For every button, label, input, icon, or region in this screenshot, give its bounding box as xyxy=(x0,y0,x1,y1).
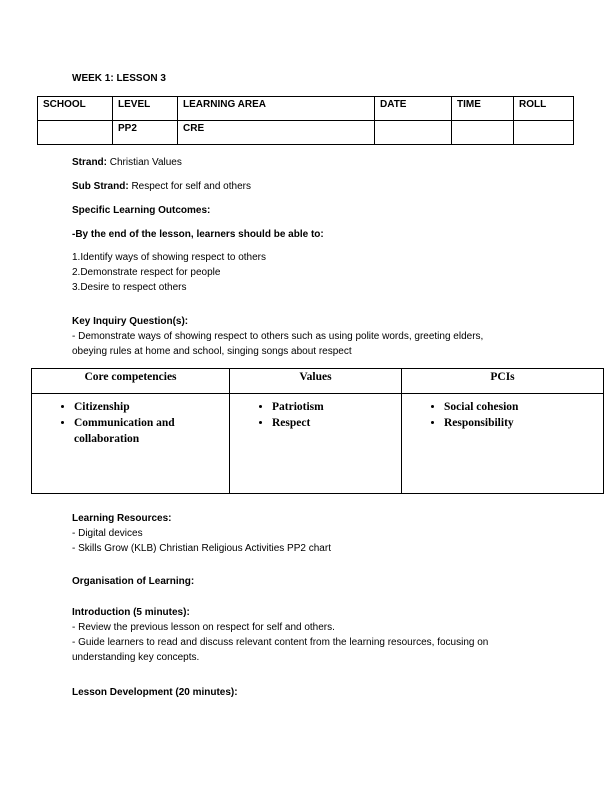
development-heading: Lesson Development (20 minutes): xyxy=(72,687,238,698)
pcis-cell xyxy=(402,394,604,494)
header-pcis: PCIs xyxy=(402,369,604,394)
introduction-text xyxy=(72,620,488,665)
cell-time xyxy=(452,121,514,145)
list-item: • Responsibility xyxy=(444,415,519,431)
header-level: LEVEL xyxy=(113,97,178,121)
outcome-item: 2.Demonstrate respect for people xyxy=(72,267,221,278)
header-time: TIME xyxy=(452,97,514,121)
introduction-line: understanding key concepts. xyxy=(72,652,200,663)
lesson-heading: WEEK 1: LESSON 3 xyxy=(72,73,166,84)
cell-school xyxy=(38,121,113,145)
header-values: Values xyxy=(230,369,402,394)
lesson-info-table xyxy=(37,96,574,145)
resource-item: - Digital devices xyxy=(72,528,143,539)
resources-list xyxy=(72,526,331,556)
core-competencies-cell xyxy=(32,394,230,494)
strand-line xyxy=(72,155,182,170)
introduction-line: - Review the previous lesson on respect for self and others. xyxy=(72,622,335,633)
cell-roll xyxy=(514,121,574,145)
competency-header-row xyxy=(32,369,604,394)
list-item: • Patriotism xyxy=(272,399,397,415)
list-item: • Respect xyxy=(272,415,397,431)
sub-strand-line xyxy=(72,179,251,194)
values-cell xyxy=(230,394,402,494)
header-core-competencies: Core competencies xyxy=(32,369,230,394)
header-roll: ROLL xyxy=(514,97,574,121)
resources-heading: Learning Resources: xyxy=(72,513,172,524)
cell-learning-area: CRE xyxy=(178,121,375,145)
header-school: SCHOOL xyxy=(38,97,113,121)
outcomes-list xyxy=(72,250,266,295)
competency-body-row xyxy=(32,394,604,494)
sub-strand-label: Sub Strand: xyxy=(72,181,129,192)
introduction-line: - Guide learners to read and discuss relevant content from the learning resources, focusing on xyxy=(72,637,489,648)
outcome-item: 3.Desire to respect others xyxy=(72,282,187,293)
kiq-heading: Key Inquiry Question(s): xyxy=(72,316,189,327)
kiq-text xyxy=(72,329,483,359)
sub-strand-value: Respect for self and others xyxy=(128,181,251,192)
cell-date xyxy=(375,121,452,145)
header-date: DATE xyxy=(375,97,452,121)
info-table-data-row xyxy=(38,121,574,145)
kiq-line: obeying rules at home and school, singing songs about respect xyxy=(72,346,352,357)
list-item: • Citizenship xyxy=(74,399,225,415)
strand-value: Christian Values xyxy=(107,157,182,168)
slo-heading: Specific Learning Outcomes: xyxy=(72,205,211,216)
slo-intro: -By the end of the lesson, learners should be able to: xyxy=(72,229,324,240)
resource-item: - Skills Grow (KLB) Christian Religious Activities PP2 chart xyxy=(72,543,331,554)
organisation-heading: Organisation of Learning: xyxy=(72,576,195,587)
info-table-header-row xyxy=(38,97,574,121)
header-learning-area: LEARNING AREA xyxy=(178,97,375,121)
strand-label: Strand: xyxy=(72,157,107,168)
introduction-heading: Introduction (5 minutes): xyxy=(72,607,190,618)
list-item: • Communication and collaboration xyxy=(74,415,225,447)
cell-level: PP2 xyxy=(113,121,178,145)
kiq-line: - Demonstrate ways of showing respect to others such as using polite words, greeting elders, xyxy=(72,331,484,342)
competency-table xyxy=(31,368,604,494)
list-item: • Social cohesion xyxy=(444,399,519,415)
outcome-item: 1.Identify ways of showing respect to others xyxy=(72,252,266,263)
